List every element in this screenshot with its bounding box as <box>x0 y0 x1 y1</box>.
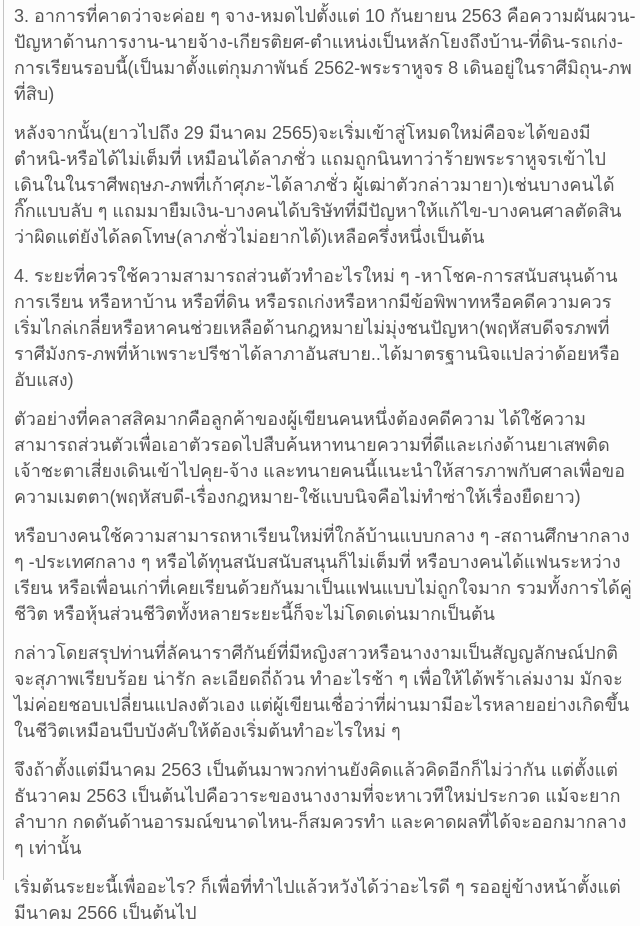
paragraph-summary: กล่าวโดยสรุปท่านที่ลัคนาราศีกันย์ที่มีหญิงสาวหรือนางงามเป็นสัญญลักษณ์ปกติจะสุภาพเรียบร้อย น่ารัก ละเอียดถี่ถ้วน ทำอะไรช้า ๆ เพื่อให้ได้พร้าเล่มงาม มักจะไม่ค่อยชอบเปลี่ยนแปลงตัวเอง แต่ผู้เขียนเชื่อว่าที่ผ่านมามีอะไรหลายอย่างเกิดขึ้นในชีวิตเหมือนบีบบังคับให้ต้องเริ่มต้นทำอะไรใหม่ ๆ <box>14 643 630 741</box>
article-body <box>4 0 640 923</box>
paragraph-classic-example: ตัวอย่างที่คลาสสิคมากคือลูกค้าของผู้เขียนคนหนึ่งต้องคดีความ ได้ใช้ความสามารถส่วนตัวเพื่อเอาตัวรอดไปสืบค้นหาทนายความที่ดีและเก่งด้านยาเสพติด เจ้าชะตาเสี่ยงเดินเข้าไปคุย-จ้าง และทนายคนนี้แนะนำให้สารภาพกับศาลเพื่อขอความเมตตา(พฤหัสบดี-เรื่องกฎหมาย-ใช้แบบนิจคือไม่ทำซ่าให้เรื่องยืดยาว) <box>14 409 626 507</box>
paragraph-study-options: หรือบางคนใช้ความสามารถหาเรียนใหม่ที่ใกล้บ้านแบบกลาง ๆ -สถานศึกษากลาง ๆ -ประเทศกลาง ๆ หรือได้ทุนสนับสนับสนุนก็ไม่เต็มที่ หรือบางคนได้แฟนระหว่างเรียน หรือเพื่อนเก่าที่เคยเรียนด้วยกันมาเป็นแฟนแบบไม่ถูกใจมาก รวมทั้งการได้คู่ชีวิต หรือหุ้นส่วนชีวิตทั้งหลายระยะนี้ก็จะไม่โดดเด่นมากเป็นต้น <box>14 526 632 624</box>
paragraph-closing: เริ่มต้นระยะนี้เพื่ออะไร? ก็เพื่อที่ทำไปแล้วหวังได้ว่าอะไรดี ๆ รออยู่ข้างหน้าตั้งแต่มีนาคม 2566 เป็นต้นไป <box>14 877 621 923</box>
paragraph-4-period: 4. ระยะที่ควรใช้ความสามารถส่วนตัวทำอะไรใหม่ ๆ -หาโชค-การสนับสนุนด้านการเรียน หรือหาบ้าน หรือที่ดิน หรือรถเก่งหรือหากมีข้อพิพาทหรือคดีความควรเริ่มไกล่เกลี่ยหรือหาคนช่วยเหลือด้านกฎหมายไม่มุ่งชนปัญหา(พฤหัสบดีจรภพที่ราศีมังกร-ภพที่ห้าเพราะปรีชาได้ลาภาอันสบาย..ได้มาตรฐานนิจแปลว่าด้อยหรืออับแสง) <box>14 266 620 390</box>
paragraph-3-symptoms: 3. อาการที่คาดว่าจะค่อย ๆ จาง-หมดไปตั้งแต่ 10 กันยายน 2563 คือความผันผวน-ปัญหาด้านการงาน-นายจ้าง-เกียรติยศ-ตำแหน่งเป็นหลักโยงถึงบ้าน-ที่ดิน-รถเก่ง-การเรียนรอบนี้(เป็นมาตั้งแต่กุมภาพันธ์ 2562-พระราหูจร 8 เดินอยู่ในราศีมิถุน-ภพที่สิบ) <box>14 6 636 104</box>
paragraph-after-that: หลังจากนั้น(ยาวไปถึง 29 มีนาคม 2565)จะเริ่มเข้าสู่โหมดใหม่คือจะได้ของมีตำหนิ-หรือได้ไม่เต็มที่ เหมือนได้ลาภชั่ว แถมถูกนินทาว่าร้ายพระราหูจรเข้าไปเดินในในราศีพฤษภ-ภพที่เก้าศุภะ-ได้ลาภชั่ว ผู้เฒ่าตัวกล่าวมายา)เช่นบางคนได้กิ๊กแบบลับ ๆ แถมมายืมเงิน-บางคนได้บริษัทที่มีปัญหาให้แก้ไข-บางคนศาลตัดสินว่าผิดแต่ยังได้ลดโทษ(ลาภชั่วไม่อยากได้)เหลือครึ่งหนึ่งเป็นต้น <box>14 123 622 247</box>
paragraph-timeline: จึงถ้าตั้งแต่มีนาคม 2563 เป็นต้นมาพวกท่านยังคิดแล้วคิดอีกก็ไม่ว่ากัน แต่ตั้งแต่ธันวาคม 2563 เป็นต้นไปคือวาระของนางงามที่จะหาเวทีใหม่ประกวด แม้จะยากลำบาก กดดันด้านอารมณ์ขนาดไหน-ก็สมควรทำ และคาดผลที่ได้จะออกมากลาง ๆ เท่านั้น <box>14 760 627 858</box>
